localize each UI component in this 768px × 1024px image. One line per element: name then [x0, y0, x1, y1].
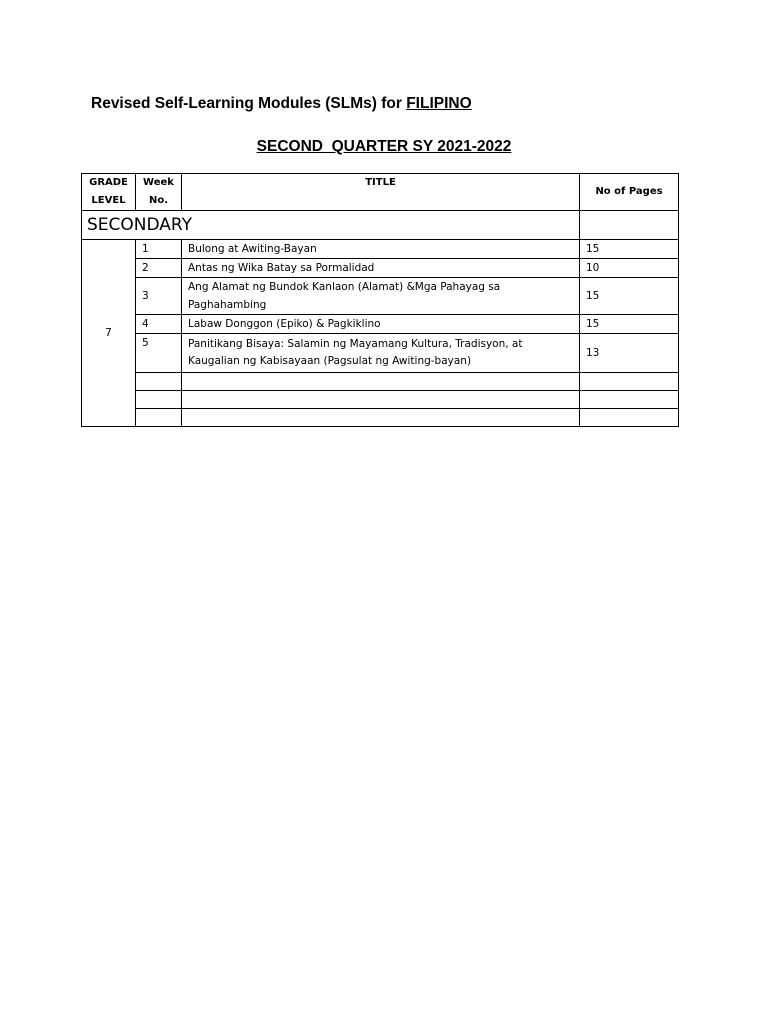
quarter-heading-text: SECOND QUARTER SY 2021-2022 [256, 138, 512, 155]
grade-cell: 7 [82, 240, 136, 427]
table-row [82, 259, 679, 278]
title-cell: Antas ng Wika Batay sa Pormalidad [182, 259, 580, 278]
table-header-row [82, 174, 679, 211]
table-row [82, 315, 679, 334]
week-cell: 1 [136, 240, 182, 259]
pages-cell: 13 [580, 334, 679, 373]
pages-cell: 15 [580, 315, 679, 334]
heading-subject: FILIPINO [406, 95, 472, 112]
section-empty-cell [580, 211, 679, 240]
week-cell: 5 [136, 334, 182, 373]
title-cell: Labaw Donggon (Epiko) & Pagkiklino [182, 315, 580, 334]
week-cell: 2 [136, 259, 182, 278]
table-row [82, 278, 679, 315]
empty-row [82, 373, 679, 391]
week-cell: 3 [136, 278, 182, 315]
empty-row [82, 409, 679, 427]
quarter-heading [0, 138, 768, 156]
title-cell: Ang Alamat ng Bundok Kanlaon (Alamat) &Mga Pahayag sa Paghahambing [182, 278, 580, 315]
pages-cell: 10 [580, 259, 679, 278]
section-row [82, 211, 679, 240]
section-label: SECONDARY [82, 211, 580, 240]
header-week-no: Week No. [136, 174, 182, 211]
modules-table [81, 173, 679, 427]
table-row [82, 334, 679, 373]
header-grade-level: GRADE LEVEL [82, 174, 136, 211]
pages-cell: 15 [580, 278, 679, 315]
header-pages: No of Pages [580, 174, 679, 211]
week-cell: 4 [136, 315, 182, 334]
title-cell: Bulong at Awiting-Bayan [182, 240, 580, 259]
title-cell: Panitikang Bisaya: Salamin ng Mayamang Kultura, Tradisyon, at Kaugalian ng Kabisayaan (Pagsulat ng Awiting-bayan) [182, 334, 580, 373]
pages-cell: 15 [580, 240, 679, 259]
empty-row [82, 391, 679, 409]
table-row [82, 240, 679, 259]
heading-prefix: Revised Self-Learning Modules (SLMs) for [91, 95, 407, 112]
header-title: TITLE [182, 174, 580, 211]
document-heading [91, 95, 472, 113]
